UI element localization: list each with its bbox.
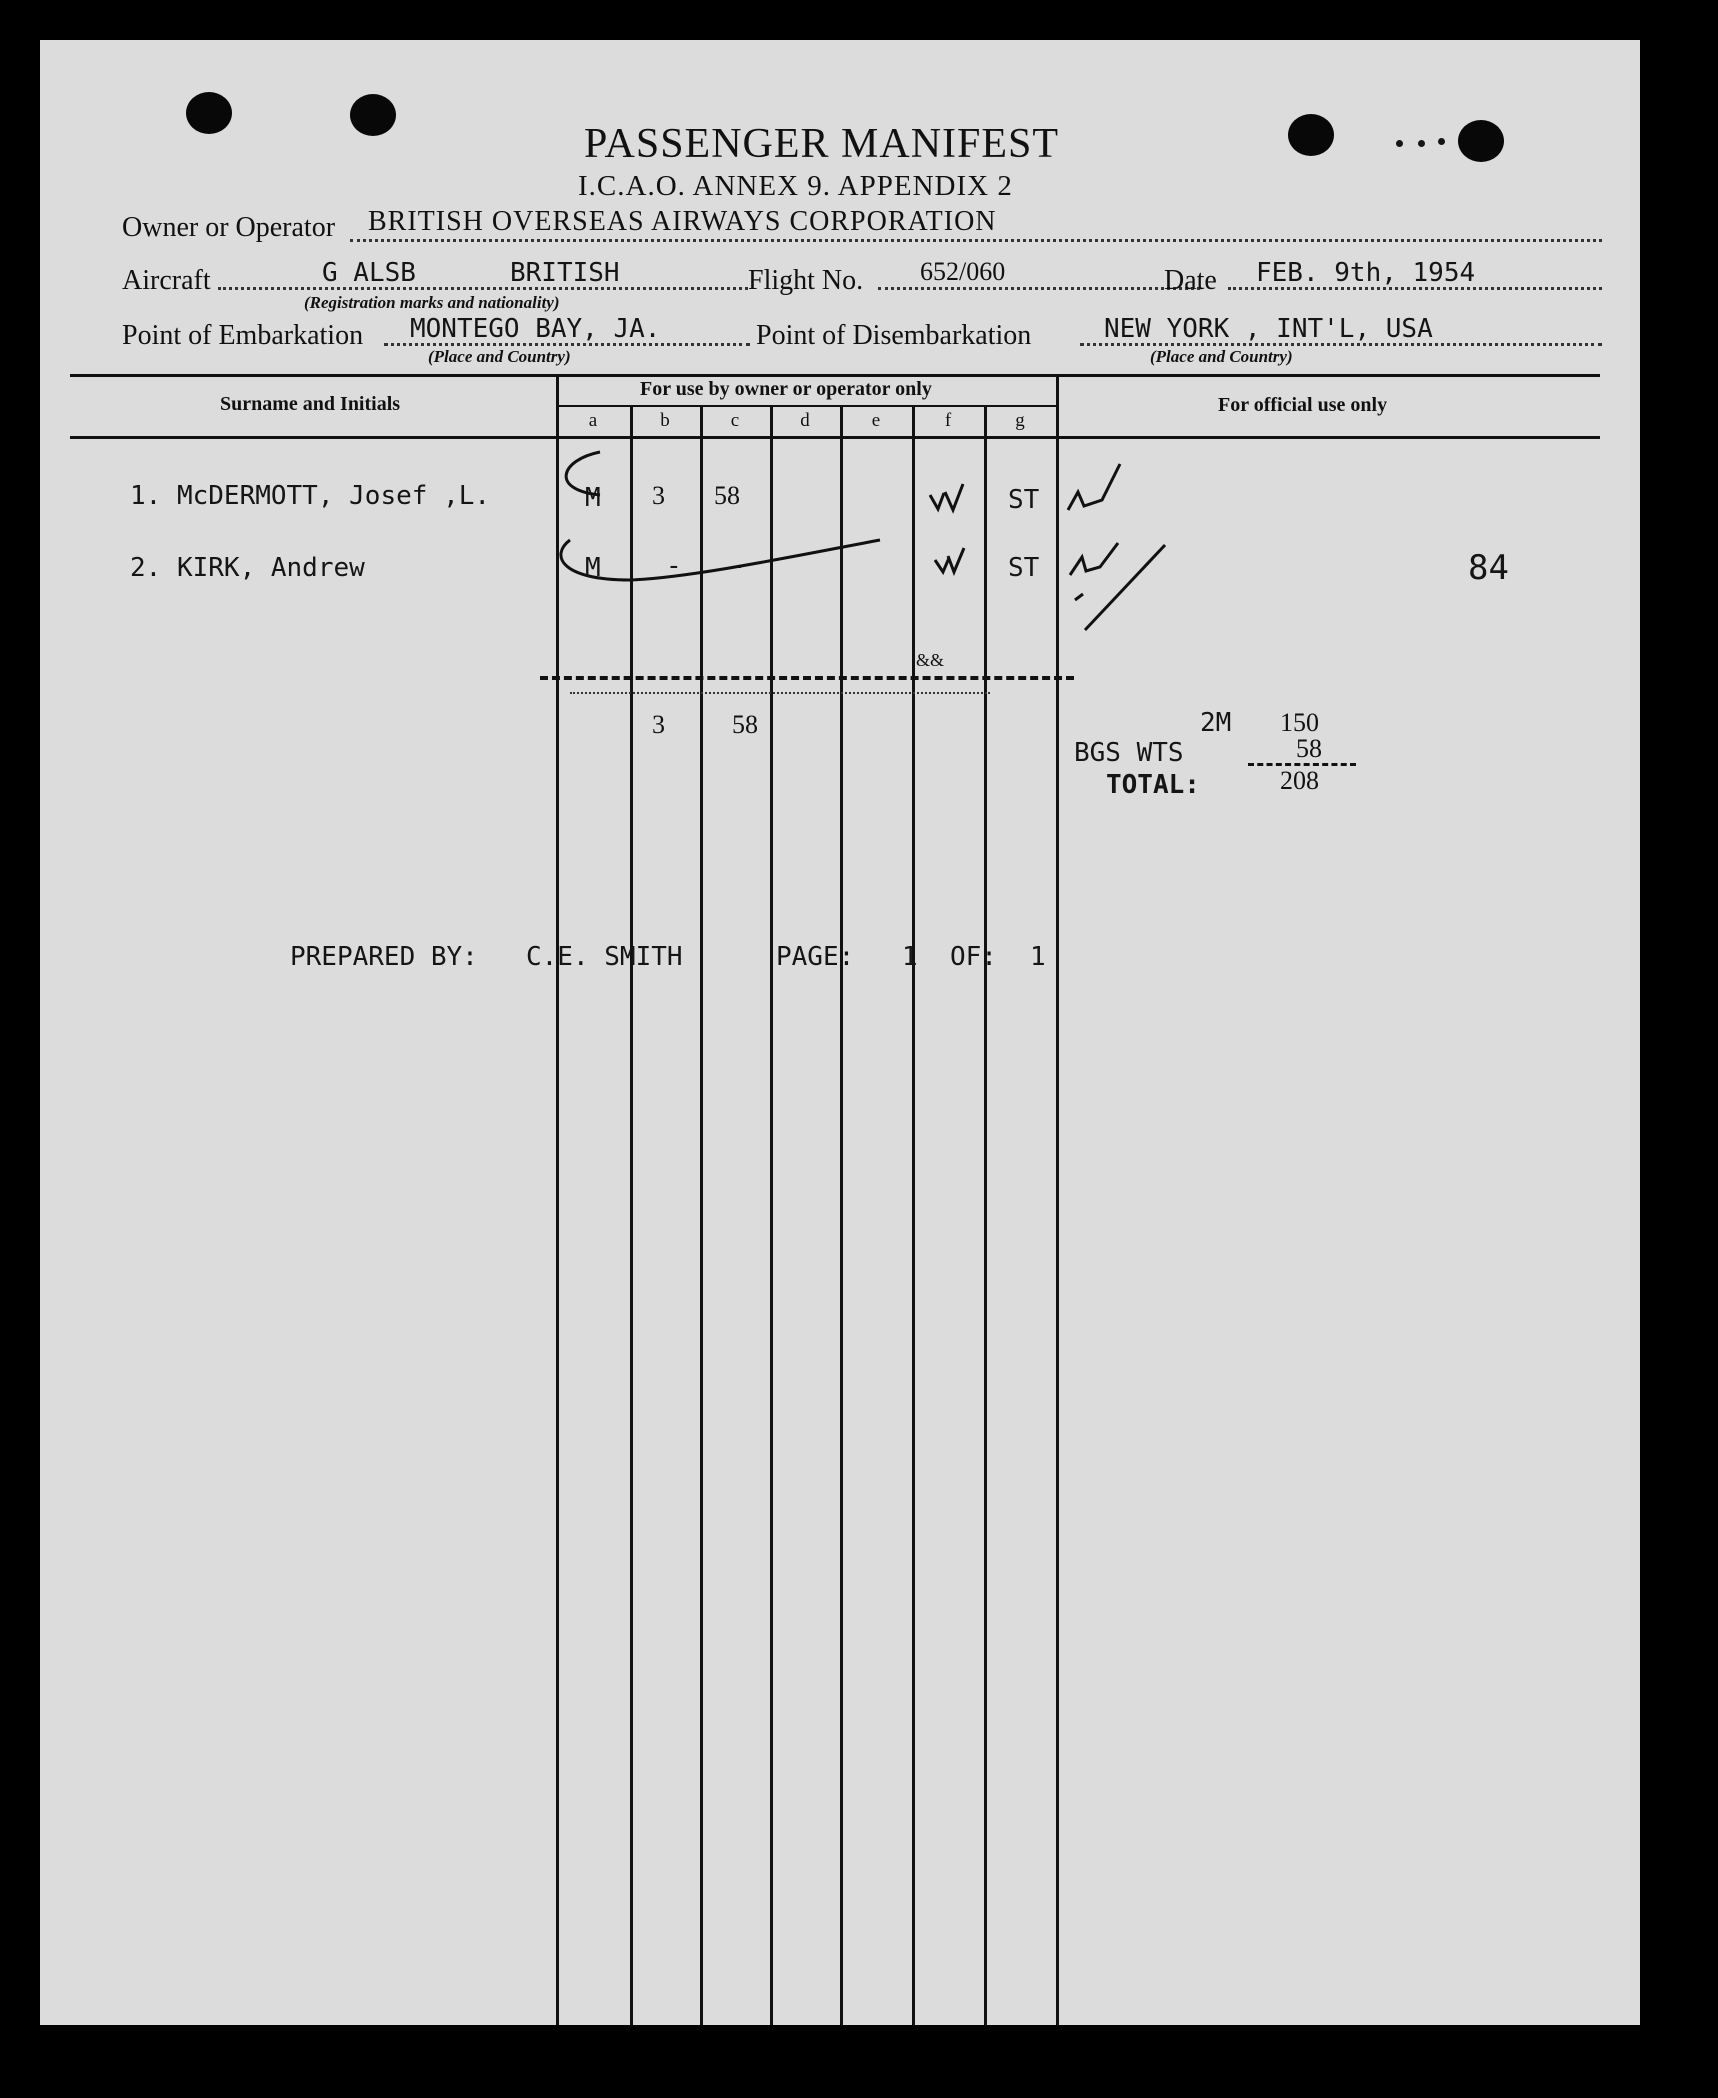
row1-col-b: 3 [652,481,665,510]
aircraft-note: (Registration marks and nationality) [304,293,560,312]
manifest-page [40,40,1640,2025]
weight-line1-value: 150 [1280,708,1319,737]
official-use-column-header: For official use only [1218,394,1388,416]
disembark-value: NEW YORK , INT'L, USA [1104,314,1433,344]
subcolumn-d: d [800,410,810,431]
weight-line2-label: BGS WTS [1074,738,1184,768]
row2-col-b: - [666,551,682,581]
aircraft-registration: G ALSB [322,258,416,288]
weight-line3-value: 208 [1280,766,1319,795]
page-title: PASSENGER MANIFEST [584,121,1060,167]
subcolumn-c: c [730,410,740,431]
disembark-label: Point of Disembarkation [756,320,1032,351]
weight-line2-value: 58 [1296,734,1322,763]
disembark-note: (Place and Country) [1150,347,1293,366]
side-number: 84 [1468,548,1509,588]
page-number: 1 [902,942,918,972]
page-label: PAGE: [776,942,855,972]
owner-value: BRITISH OVERSEAS AIRWAYS CORPORATION [368,206,997,237]
row1-col-g: ST [1008,485,1040,515]
owner-label: Owner or Operator [122,212,336,243]
totals-rule [540,676,1074,680]
date-value: FEB. 9th, 1954 [1256,258,1476,288]
handwritten-ampersands: && [916,650,945,670]
subcolumn-g: g [1015,410,1025,431]
of-label: OF: [950,942,997,972]
flight-label: Flight No. [748,265,864,296]
aircraft-label: Aircraft [122,265,211,296]
surname-column-header: Surname and Initials [220,393,401,415]
of-number: 1 [1030,942,1046,972]
row2-col-c: - [730,551,746,581]
handwritten-marks [40,40,1640,740]
passenger-name-2: 2. KIRK, Andrew [130,553,365,583]
row2-col-a: M [585,553,601,583]
weight-line1-label: 2M [1200,708,1232,738]
prepared-by-value: C.E. SMITH [526,942,683,972]
prepared-by-label: PREPARED BY: [290,942,478,972]
aircraft-nationality: BRITISH [510,258,620,288]
subcolumn-e: e [871,410,881,431]
totals-dotted-rule [570,692,990,694]
subcolumn-f: f [944,410,952,431]
owner-use-column-header: For use by owner or operator only [640,378,932,400]
embark-note: (Place and Country) [428,347,571,366]
embark-value: MONTEGO BAY, JA. [410,314,661,344]
flight-value: 652/060 [920,257,1006,286]
total-col-b: 3 [652,710,665,739]
date-label: Date [1164,265,1217,296]
subcolumn-b: b [660,410,670,431]
embark-label: Point of Embarkation [122,320,364,351]
row1-col-a: M [585,483,601,513]
passenger-name-1: 1. McDERMOTT, Josef ,L. [130,481,491,511]
weight-line3-label: TOTAL: [1106,770,1200,800]
total-col-c: 58 [732,710,758,739]
page-subtitle: I.C.A.O. ANNEX 9. APPENDIX 2 [578,170,1013,202]
subcolumn-a: a [588,410,598,431]
row1-col-c: 58 [714,481,740,510]
row2-col-g: ST [1008,553,1040,583]
